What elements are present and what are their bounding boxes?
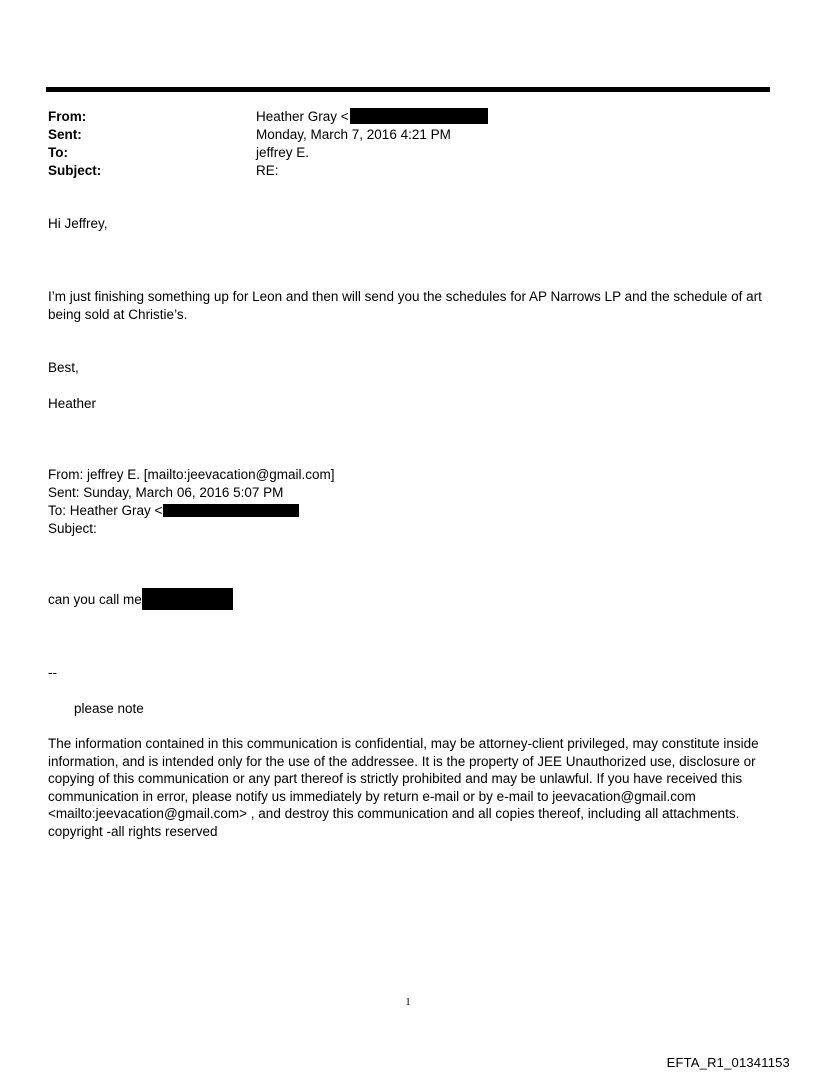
confidentiality-disclaimer: The information contained in this communication is confidential, may be attorney-client privileged, may constitute inside information, and is intended only for the use of the addressee. It is the property of JEE Unauthorized use, disclosure or copying of this communication or any part thereof is strictly prohibited and may be unlawful. If you have received this communication in error, please notify us immediately by return e-mail or by e-mail to jeevacation@gmail.com <mailto:jeevacation@gmail.com> , and destroy this communication and all copies thereof, including all attachments. copyright -all rights reserved (48, 736, 759, 839)
email-header (48, 108, 748, 180)
greeting: Hi Jeffrey, (48, 216, 108, 231)
signer-name: Heather (48, 396, 97, 411)
sent-value: Monday, March 7, 2016 4:21 PM (256, 127, 451, 142)
from-value (256, 108, 488, 126)
header-row-subject (48, 162, 748, 180)
header-row-to (48, 144, 748, 162)
redaction-block (142, 588, 233, 610)
from-label: From: (48, 109, 87, 124)
from-value-text: Heather Gray < (256, 109, 349, 124)
header-rule (46, 87, 770, 92)
sent-label: Sent: (48, 127, 82, 142)
to-value: jeffrey E. (256, 145, 310, 160)
quoted-header (48, 466, 335, 538)
header-row-sent (48, 126, 748, 144)
quoted-sent-line: Sent: Sunday, March 06, 2016 5:07 PM (48, 485, 284, 500)
signature-separator: -- (48, 665, 57, 680)
please-note: please note (74, 701, 144, 716)
to-label: To: (48, 145, 68, 160)
quoted-body (48, 589, 233, 611)
quoted-subject-line: Subject: (48, 521, 97, 536)
quoted-body-text: can you call me (48, 592, 142, 607)
closing: Best, (48, 360, 79, 375)
header-row-from (48, 108, 748, 126)
subject-value: RE: (256, 163, 279, 178)
redaction-block (163, 504, 299, 517)
message-paragraph: I’m just finishing something up for Leon and then will send you the schedules for AP Narrows LP and the schedule of art being sold at Christie’s. (48, 289, 762, 322)
page-number: 1 (405, 996, 411, 1008)
bates-number: EFTA_R1_01341153 (666, 1055, 790, 1070)
quoted-from-line: From: jeffrey E. [mailto:jeevacation@gmail.com] (48, 467, 335, 482)
quoted-to-text: To: Heather Gray < (48, 503, 163, 518)
quoted-to-line (48, 502, 335, 520)
redaction-block (350, 108, 488, 124)
subject-label: Subject: (48, 163, 102, 178)
